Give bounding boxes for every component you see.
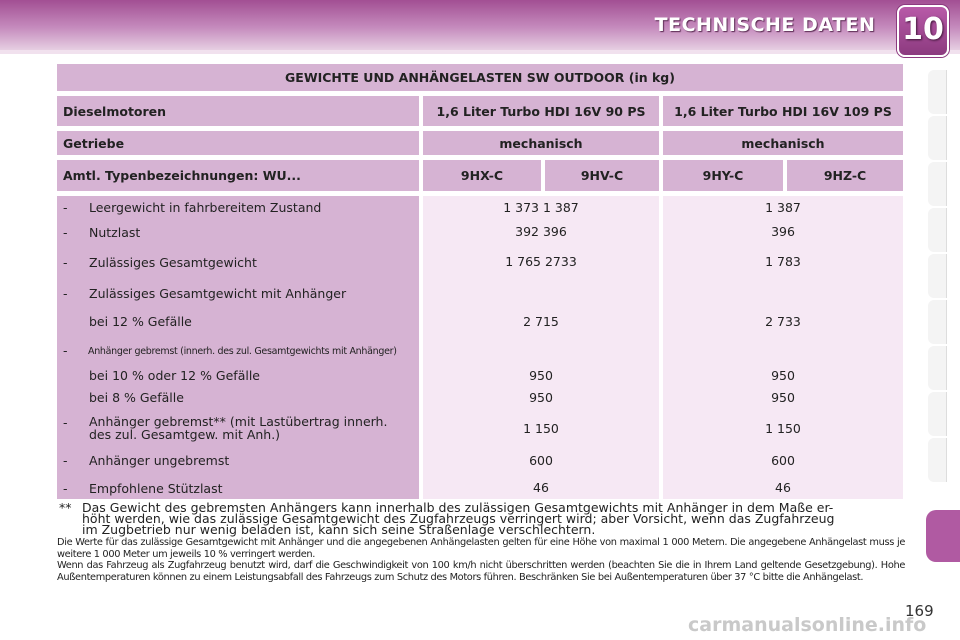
row-label: Nutzlast bbox=[89, 225, 141, 240]
engine-header-2: 1,6 Liter Turbo HDI 16V 109 PS bbox=[663, 96, 903, 126]
row-value-1: 600 bbox=[529, 453, 553, 468]
side-tab[interactable] bbox=[928, 346, 947, 390]
chapter-side-tabs bbox=[928, 60, 960, 580]
row-bullet: - bbox=[63, 255, 68, 270]
row-value-1: 1 150 bbox=[523, 421, 559, 436]
gearbox-label: Getriebe bbox=[57, 131, 419, 155]
table-row bbox=[57, 200, 419, 216]
row-bullet: - bbox=[63, 225, 68, 240]
type-label: Amtl. Typenbezeichnungen: WU... bbox=[57, 160, 419, 191]
chapter-number: 10 bbox=[902, 12, 944, 47]
row-value-2: 1 150 bbox=[765, 421, 801, 436]
type-code-4: 9HZ-C bbox=[787, 160, 903, 191]
footnote-line-3: im Zugbetrieb nur wenig beladen ist, kann sich seine Straßenlage verschlechtern. bbox=[82, 522, 596, 537]
header-strip bbox=[0, 50, 960, 54]
footnote-marker: ** bbox=[59, 500, 72, 515]
side-tab[interactable] bbox=[928, 70, 947, 114]
engine-header-1: 1,6 Liter Turbo HDI 16V 90 PS bbox=[423, 96, 659, 126]
side-tab-active[interactable] bbox=[926, 510, 960, 562]
row-value-2: 396 bbox=[771, 224, 795, 239]
row-label: Anhänger ungebremst bbox=[89, 453, 230, 468]
side-tab[interactable] bbox=[928, 208, 947, 252]
side-tab[interactable] bbox=[928, 392, 947, 436]
side-tab[interactable] bbox=[928, 162, 947, 206]
chapter-title: TECHNISCHE DATEN bbox=[654, 14, 876, 36]
engine-label: Dieselmotoren bbox=[57, 96, 419, 126]
row-label: bei 10 % oder 12 % Gefälle bbox=[89, 368, 260, 383]
row-label-line-1: Anhänger gebremst** (mit Lastübertrag innerh. bbox=[89, 414, 388, 429]
page-number: 169 bbox=[905, 602, 934, 620]
table-row bbox=[57, 314, 419, 330]
side-tab[interactable] bbox=[928, 116, 947, 160]
row-value-1: 1 765 2733 bbox=[505, 254, 577, 269]
chapter-number-badge bbox=[897, 5, 949, 57]
row-label: Leergewicht in fahrbereitem Zustand bbox=[89, 200, 322, 215]
row-bullet: - bbox=[63, 200, 68, 215]
table-row bbox=[57, 481, 419, 497]
row-label: bei 12 % Gefälle bbox=[89, 314, 192, 329]
row-bullet: - bbox=[63, 286, 68, 301]
note-paragraph-2: Wenn das Fahrzeug als Zugfahrzeug benutzt wird, darf die Geschwindigkeit von 100 km/h nicht überschritten werden (beachten Sie die in Ihrem Land geltende Gesetzgebung). Hohe Außentemperaturen können zu einem Leistungsabfall des Fahrzeugs zum Schutz des Motors führen. Beschränken Sie bei Außentemperaturen über 37 °C bitte die Anhängelast. bbox=[57, 560, 905, 583]
table-row bbox=[57, 368, 419, 384]
footnote-line-1: Das Gewicht des gebremsten Anhängers kann innerhalb des zulässigen Gesamtgewichts mit Anhänger in dem Maße er- bbox=[82, 500, 834, 515]
table-title: GEWICHTE UND ANHÄNGELASTEN SW OUTDOOR (in kg) bbox=[57, 64, 903, 91]
row-value-2: 600 bbox=[771, 453, 795, 468]
side-tab[interactable] bbox=[928, 254, 947, 298]
row-bullet: - bbox=[63, 481, 68, 496]
type-code-3: 9HY-C bbox=[663, 160, 783, 191]
row-value-1: 950 bbox=[529, 368, 553, 383]
row-label: bei 8 % Gefälle bbox=[89, 390, 184, 405]
table-row bbox=[57, 453, 419, 469]
table-row bbox=[57, 344, 419, 360]
row-value-1: 46 bbox=[533, 480, 549, 495]
row-bullet: - bbox=[63, 415, 68, 430]
row-value-2: 1 783 bbox=[765, 254, 801, 269]
side-tab[interactable] bbox=[928, 438, 947, 482]
notes-block bbox=[57, 537, 905, 583]
gearbox-value-1: mechanisch bbox=[423, 131, 659, 155]
row-value-2: 1 387 bbox=[765, 200, 801, 215]
table-row bbox=[57, 390, 419, 406]
type-code-1: 9HX-C bbox=[423, 160, 541, 191]
row-label: Anhänger gebremst (innerh. des zul. Gesamtgewichts mit Anhänger) bbox=[88, 346, 397, 357]
row-value-1: 950 bbox=[529, 390, 553, 405]
footnote-line-2: höht werden, wie das zulässige Gesamtgewicht des Zugfahrzeugs verringert wird; aber Vorsicht, wenn das Zugfahrzeug bbox=[82, 511, 835, 526]
row-value-1: 2 715 bbox=[523, 314, 559, 329]
row-bullet: - bbox=[63, 453, 68, 468]
row-value-2: 2 733 bbox=[765, 314, 801, 329]
watermark: carmanualsonline.info bbox=[688, 614, 927, 636]
table-row bbox=[57, 415, 419, 445]
row-value-2: 46 bbox=[775, 480, 791, 495]
row-value-2: 950 bbox=[771, 368, 795, 383]
row-value-1: 1 373 1 387 bbox=[503, 200, 579, 215]
weights-table bbox=[57, 64, 903, 499]
row-label: Zulässiges Gesamtgewicht mit Anhänger bbox=[89, 286, 347, 301]
side-tab[interactable] bbox=[928, 300, 947, 344]
row-value-1: 392 396 bbox=[515, 224, 567, 239]
gearbox-value-2: mechanisch bbox=[663, 131, 903, 155]
table-row bbox=[57, 286, 419, 302]
note-paragraph-1: Die Werte für das zulässige Gesamtgewicht mit Anhänger und die angegebenen Anhängelasten gelten für eine Höhe von maximal 1 000 Metern. Die angegebene Anhängelast muss je weitere 1 000 Meter um jeweils 10 % verringert werden. bbox=[57, 537, 905, 560]
type-code-2: 9HV-C bbox=[545, 160, 659, 191]
row-label: Empfohlene Stützlast bbox=[89, 481, 223, 496]
row-label: Zulässiges Gesamtgewicht bbox=[89, 255, 257, 270]
row-value-2: 950 bbox=[771, 390, 795, 405]
table-row bbox=[57, 225, 419, 241]
row-bullet: - bbox=[63, 343, 68, 358]
row-label-line-2: des zul. Gesamtgew. mit Anh.) bbox=[89, 427, 281, 442]
table-row bbox=[57, 255, 419, 271]
